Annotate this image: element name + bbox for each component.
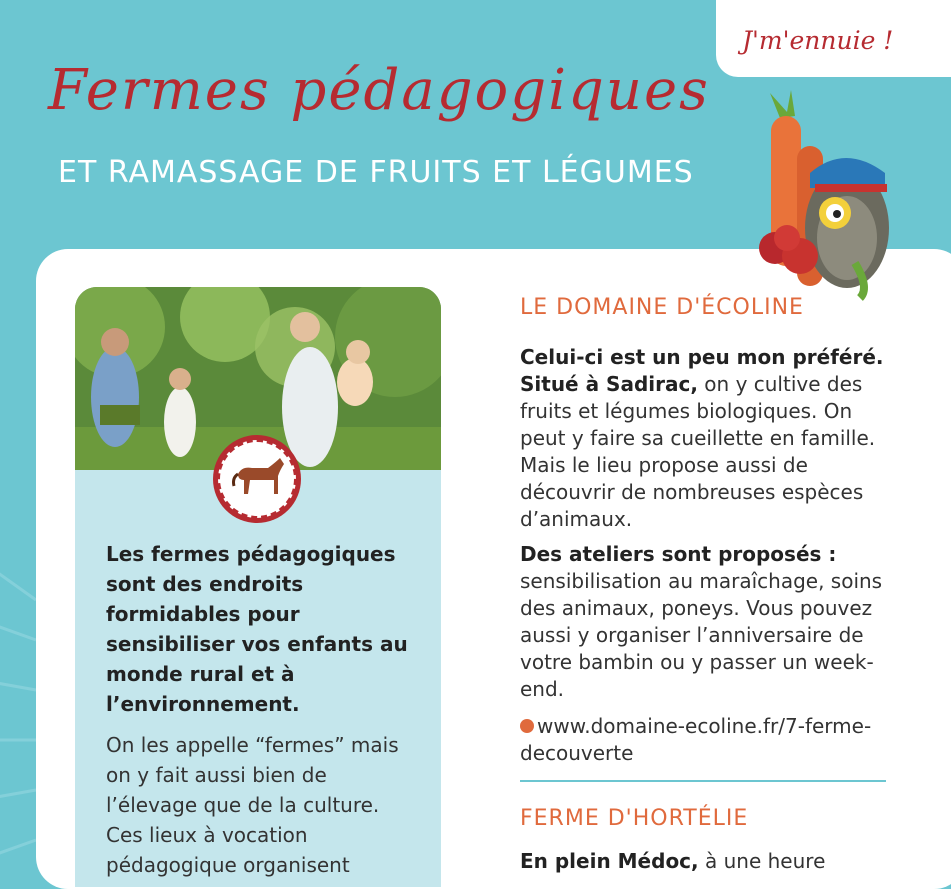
ecoline-website[interactable] <box>520 713 900 767</box>
globe-icon <box>520 719 534 733</box>
ecoline-website-url[interactable]: www.domaine-ecoline.fr/7-ferme-decouverte <box>520 714 872 765</box>
category-tag-label: J'm'ennuie ! <box>742 26 894 55</box>
owl-mascot-illustration <box>735 88 895 303</box>
hortelie-paragraph-1 <box>520 848 900 875</box>
section-title-ecoline: LE DOMAINE D'ÉCOLINE <box>520 295 804 320</box>
category-tag <box>716 0 951 77</box>
ecoline-p2-bold: Des ateliers sont proposés : <box>520 542 837 566</box>
page-subtitle: ET RAMASSAGE DE FRUITS ET LÉGUMES <box>58 155 694 190</box>
hortelie-p1-text: à une heure <box>698 849 826 873</box>
ecoline-paragraph-2 <box>520 541 900 703</box>
ecoline-p1-bold: Celui-ci est un peu mon préféré. Situé à Sadirac, <box>520 345 884 396</box>
hortelie-p1-bold: En plein Médoc, <box>520 849 699 873</box>
section-divider <box>520 780 886 782</box>
ecoline-p1-text: on y cultive des fruits et légumes biologiques. On peut y faire sa cueillette en famille. Mais le lieu propose aussi de découvrir de nombreuses espèces d’animaux. <box>520 372 876 531</box>
page-title: Fermes pédagogiques <box>48 58 710 123</box>
horse-icon <box>230 456 288 502</box>
intro-body-text: On les appelle “fermes” mais on y fait aussi bien de l’élevage que de la culture. Ces lieux à vocation pédagogique organisent <box>106 733 399 877</box>
ecoline-p2-text: sensibilisation au maraîchage, soins des animaux, poneys. Vous pouvez aussi y organiser l’anniversaire de votre bambin ou y passer un week-end. <box>520 569 883 701</box>
section-title-hortelie: FERME D'HORTÉLIE <box>520 806 749 831</box>
ecoline-paragraph-1 <box>520 344 900 533</box>
intro-bold-text: Les fermes pédagogiques sont des endroits formidables pour sensibiliser vos enfants au monde rural et à l’environnement. <box>106 542 408 716</box>
horse-badge <box>213 435 301 523</box>
